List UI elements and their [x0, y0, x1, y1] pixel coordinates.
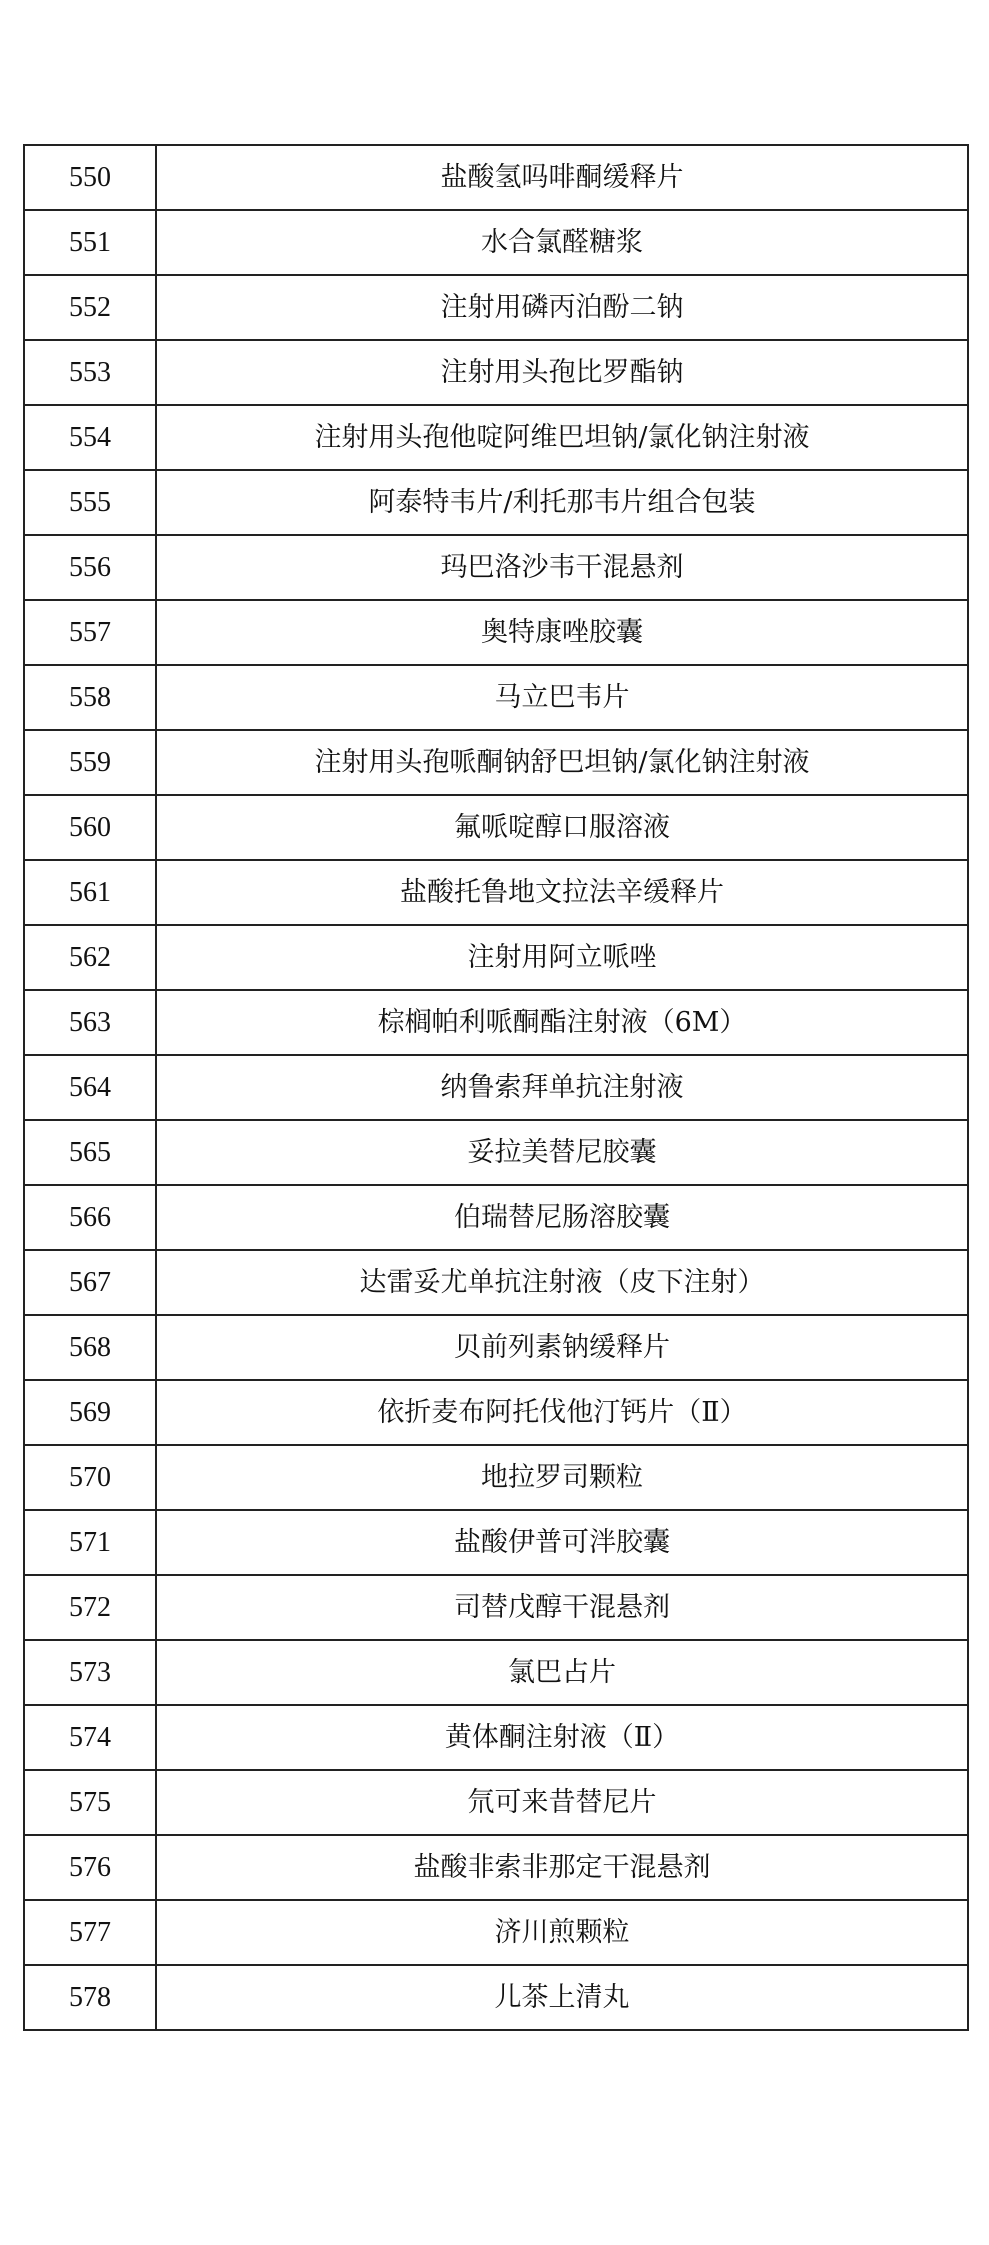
table-row — [24, 1705, 968, 1770]
drug-name-cell: 盐酸氢吗啡酮缓释片 — [156, 145, 968, 210]
table-row — [24, 1900, 968, 1965]
drug-name-cell: 司替戊醇干混悬剂 — [156, 1575, 968, 1640]
table-row — [24, 405, 968, 470]
row-number-cell: 562 — [24, 925, 156, 990]
table-row — [24, 535, 968, 600]
row-number-cell: 551 — [24, 210, 156, 275]
drug-name-cell: 注射用头孢他啶阿维巴坦钠/氯化钠注射液 — [156, 405, 968, 470]
drug-name-cell: 济川煎颗粒 — [156, 1900, 968, 1965]
drug-name-cell: 地拉罗司颗粒 — [156, 1445, 968, 1510]
table-row — [24, 730, 968, 795]
drug-name-cell: 氯巴占片 — [156, 1640, 968, 1705]
drug-name-cell: 注射用头孢比罗酯钠 — [156, 340, 968, 405]
table-row — [24, 275, 968, 340]
drug-name-cell: 马立巴韦片 — [156, 665, 968, 730]
drug-name-cell: 棕榈帕利哌酮酯注射液（6M） — [156, 990, 968, 1055]
drug-name-cell: 黄体酮注射液（Ⅱ） — [156, 1705, 968, 1770]
row-number-cell: 557 — [24, 600, 156, 665]
table-row — [24, 1640, 968, 1705]
table-row — [24, 1770, 968, 1835]
table-row — [24, 340, 968, 405]
drug-name-cell: 贝前列素钠缓释片 — [156, 1315, 968, 1380]
row-number-cell: 574 — [24, 1705, 156, 1770]
row-number-cell: 566 — [24, 1185, 156, 1250]
drug-name-cell: 奥特康唑胶囊 — [156, 600, 968, 665]
drug-name-cell: 玛巴洛沙韦干混悬剂 — [156, 535, 968, 600]
table-row — [24, 1575, 968, 1640]
row-number-cell: 558 — [24, 665, 156, 730]
table-row — [24, 1250, 968, 1315]
table-row — [24, 1055, 968, 1120]
table-row — [24, 1315, 968, 1380]
drug-list-table — [23, 144, 969, 2031]
row-number-cell: 556 — [24, 535, 156, 600]
table-row — [24, 600, 968, 665]
table-row — [24, 665, 968, 730]
table-row — [24, 925, 968, 990]
table-row — [24, 1965, 968, 2030]
table-row — [24, 1120, 968, 1185]
row-number-cell: 553 — [24, 340, 156, 405]
table-row — [24, 1835, 968, 1900]
document-page — [23, 144, 967, 2031]
table-row — [24, 145, 968, 210]
drug-name-cell: 盐酸伊普可泮胶囊 — [156, 1510, 968, 1575]
row-number-cell: 563 — [24, 990, 156, 1055]
row-number-cell: 567 — [24, 1250, 156, 1315]
drug-name-cell: 氘可来昔替尼片 — [156, 1770, 968, 1835]
row-number-cell: 575 — [24, 1770, 156, 1835]
row-number-cell: 559 — [24, 730, 156, 795]
row-number-cell: 565 — [24, 1120, 156, 1185]
drug-name-cell: 注射用头孢哌酮钠舒巴坦钠/氯化钠注射液 — [156, 730, 968, 795]
row-number-cell: 568 — [24, 1315, 156, 1380]
drug-name-cell: 阿泰特韦片/利托那韦片组合包装 — [156, 470, 968, 535]
drug-name-cell: 达雷妥尤单抗注射液（皮下注射） — [156, 1250, 968, 1315]
drug-name-cell: 伯瑞替尼肠溶胶囊 — [156, 1185, 968, 1250]
drug-name-cell: 纳鲁索拜单抗注射液 — [156, 1055, 968, 1120]
table-row — [24, 470, 968, 535]
table-body — [24, 145, 968, 2030]
table-row — [24, 795, 968, 860]
table-row — [24, 1380, 968, 1445]
row-number-cell: 555 — [24, 470, 156, 535]
drug-name-cell: 水合氯醛糖浆 — [156, 210, 968, 275]
table-row — [24, 990, 968, 1055]
row-number-cell: 564 — [24, 1055, 156, 1120]
table-row — [24, 860, 968, 925]
row-number-cell: 571 — [24, 1510, 156, 1575]
row-number-cell: 554 — [24, 405, 156, 470]
row-number-cell: 572 — [24, 1575, 156, 1640]
row-number-cell: 550 — [24, 145, 156, 210]
row-number-cell: 569 — [24, 1380, 156, 1445]
drug-name-cell: 盐酸托鲁地文拉法辛缓释片 — [156, 860, 968, 925]
row-number-cell: 552 — [24, 275, 156, 340]
table-row — [24, 1510, 968, 1575]
drug-name-cell: 氟哌啶醇口服溶液 — [156, 795, 968, 860]
drug-name-cell: 儿茶上清丸 — [156, 1965, 968, 2030]
drug-name-cell: 盐酸非索非那定干混悬剂 — [156, 1835, 968, 1900]
row-number-cell: 576 — [24, 1835, 156, 1900]
row-number-cell: 577 — [24, 1900, 156, 1965]
drug-name-cell: 妥拉美替尼胶囊 — [156, 1120, 968, 1185]
drug-name-cell: 注射用磷丙泊酚二钠 — [156, 275, 968, 340]
drug-name-cell: 依折麦布阿托伐他汀钙片（Ⅱ） — [156, 1380, 968, 1445]
row-number-cell: 573 — [24, 1640, 156, 1705]
table-row — [24, 1445, 968, 1510]
drug-name-cell: 注射用阿立哌唑 — [156, 925, 968, 990]
row-number-cell: 578 — [24, 1965, 156, 2030]
row-number-cell: 561 — [24, 860, 156, 925]
row-number-cell: 560 — [24, 795, 156, 860]
row-number-cell: 570 — [24, 1445, 156, 1510]
table-row — [24, 1185, 968, 1250]
table-row — [24, 210, 968, 275]
